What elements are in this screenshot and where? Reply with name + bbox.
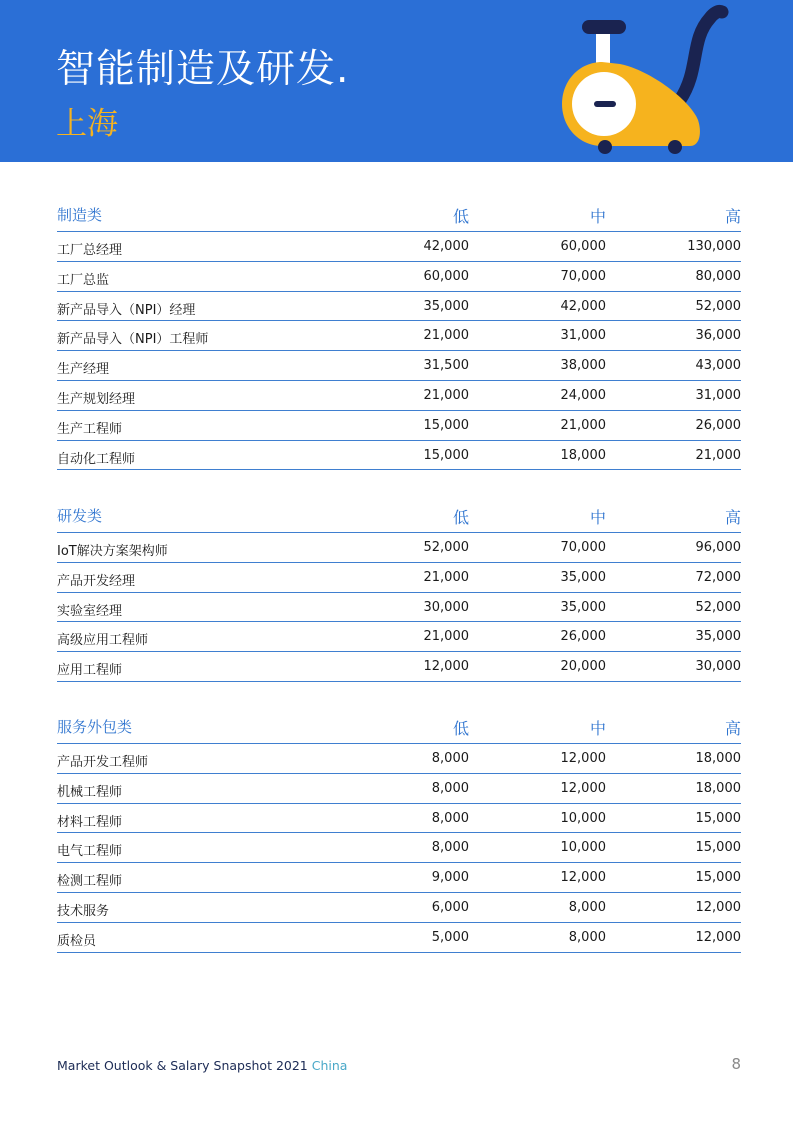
salary-high-cell: 52,000 [695, 298, 741, 314]
salary-mid-cell: 12,000 [560, 870, 606, 886]
table-row [57, 441, 741, 471]
footer-title: Market Outlook & Salary Snapshot 2021 [57, 1058, 312, 1073]
salary-high-cell: 52,000 [695, 599, 741, 615]
salary-high-cell: 18,000 [695, 751, 741, 766]
table-row [57, 744, 741, 774]
salary-mid-cell: 70,000 [560, 540, 606, 555]
page-title: 智能制造及研发. [56, 47, 350, 92]
salary-mid-cell: 38,000 [560, 358, 606, 374]
bike-foot-left [598, 140, 612, 154]
salary-low-cell: 9,000 [431, 870, 469, 886]
salary-low-cell: 30,000 [423, 599, 469, 615]
table-body [57, 744, 741, 953]
table-header [57, 710, 741, 744]
salary-mid-cell: 12,000 [560, 751, 606, 766]
salary-mid-cell: 12,000 [560, 780, 606, 796]
job-title-cell: 应用工程师 [57, 663, 123, 679]
job-title-cell: 技术服务 [57, 903, 110, 919]
job-title-cell: 新产品导入（NPI）经理 [57, 302, 196, 318]
salary-mid-cell: 24,000 [560, 387, 606, 403]
table-header [57, 198, 741, 232]
column-mid-header: 中 [589, 508, 606, 527]
job-title-cell: 生产经理 [57, 362, 110, 378]
salary-high-cell: 15,000 [695, 870, 741, 886]
job-title-cell: 生产规划经理 [57, 391, 136, 407]
exercise-bike-icon [550, 0, 793, 162]
salary-high-cell: 36,000 [695, 328, 741, 344]
salary-mid-cell: 8,000 [568, 929, 606, 945]
table-title: 制造类 [57, 206, 103, 224]
salary-high-cell: 35,000 [695, 629, 741, 645]
salary-low-cell: 31,500 [423, 358, 469, 374]
salary-high-cell: 72,000 [695, 569, 741, 585]
salary-low-cell: 42,000 [423, 239, 469, 254]
job-title-cell: 工厂总经理 [57, 243, 123, 258]
salary-low-cell: 6,000 [431, 899, 469, 915]
job-title-cell: 工厂总监 [57, 272, 110, 288]
job-title-cell: 材料工程师 [57, 814, 123, 830]
job-title-cell: 产品开发工程师 [57, 755, 149, 770]
table-header [57, 499, 741, 533]
table-row [57, 262, 741, 292]
column-high-header: 高 [724, 719, 741, 738]
salary-low-cell: 35,000 [423, 298, 469, 314]
job-title-cell: 高级应用工程师 [57, 633, 149, 649]
table-row [57, 652, 741, 682]
job-title-cell: 实验室经理 [57, 603, 123, 619]
salary-low-cell: 21,000 [423, 569, 469, 585]
salary-mid-cell: 21,000 [560, 417, 606, 433]
salary-mid-cell: 26,000 [560, 629, 606, 645]
table-body [57, 232, 741, 470]
bike-foot-right [668, 140, 682, 154]
salary-high-cell: 18,000 [695, 780, 741, 796]
job-title-cell: IoT解决方案架构师 [57, 544, 168, 559]
column-low-header: 低 [452, 207, 469, 226]
salary-mid-cell: 20,000 [560, 659, 606, 675]
table-title: 服务外包类 [57, 718, 133, 736]
salary-mid-cell: 10,000 [560, 840, 606, 856]
job-title-cell: 电气工程师 [57, 844, 123, 860]
salary-high-cell: 15,000 [695, 840, 741, 856]
salary-mid-cell: 8,000 [568, 899, 606, 915]
salary-low-cell: 8,000 [431, 780, 469, 796]
salary-high-cell: 26,000 [695, 417, 741, 433]
table-row [57, 563, 741, 593]
job-title-cell: 新产品导入（NPI）工程师 [57, 332, 209, 348]
footer-text [57, 1058, 347, 1073]
salary-mid-cell: 10,000 [560, 810, 606, 826]
salary-mid-cell: 35,000 [560, 569, 606, 585]
salary-mid-cell: 31,000 [560, 328, 606, 344]
salary-low-cell: 21,000 [423, 387, 469, 403]
table-row [57, 833, 741, 863]
salary-low-cell: 8,000 [431, 840, 469, 856]
table-row [57, 411, 741, 441]
salary-high-cell: 130,000 [687, 239, 741, 254]
salary-low-cell: 15,000 [423, 447, 469, 463]
table-row [57, 381, 741, 411]
salary-low-cell: 12,000 [423, 659, 469, 675]
salary-high-cell: 21,000 [695, 447, 741, 463]
salary-high-cell: 80,000 [695, 268, 741, 284]
table-row [57, 774, 741, 804]
page-header [0, 0, 793, 162]
table-row [57, 533, 741, 563]
table-row [57, 622, 741, 652]
table-row [57, 351, 741, 381]
job-title-cell: 产品开发经理 [57, 573, 136, 589]
table-row [57, 292, 741, 322]
salary-low-cell: 5,000 [431, 929, 469, 945]
salary-mid-cell: 35,000 [560, 599, 606, 615]
table-row [57, 893, 741, 923]
salary-mid-cell: 70,000 [560, 268, 606, 284]
salary-low-cell: 8,000 [431, 810, 469, 826]
salary-high-cell: 12,000 [695, 929, 741, 945]
bike-handlebar [680, 11, 722, 100]
table-manufacturing [57, 198, 741, 470]
table-row [57, 593, 741, 623]
column-mid-header: 中 [589, 207, 606, 226]
table-row [57, 804, 741, 834]
column-mid-header: 中 [589, 719, 606, 738]
job-title-cell: 质检员 [57, 933, 97, 949]
salary-mid-cell: 18,000 [560, 447, 606, 463]
salary-low-cell: 8,000 [431, 751, 469, 766]
column-high-header: 高 [724, 207, 741, 226]
column-high-header: 高 [724, 508, 741, 527]
salary-high-cell: 96,000 [695, 540, 741, 555]
table-title: 研发类 [57, 507, 103, 525]
page-number: 8 [731, 1055, 741, 1073]
salary-low-cell: 21,000 [423, 328, 469, 344]
salary-high-cell: 15,000 [695, 810, 741, 826]
job-title-cell: 机械工程师 [57, 784, 123, 800]
salary-high-cell: 30,000 [695, 659, 741, 675]
salary-low-cell: 52,000 [423, 540, 469, 555]
table-row [57, 232, 741, 262]
column-low-header: 低 [452, 719, 469, 738]
salary-low-cell: 21,000 [423, 629, 469, 645]
footer-country: China [311, 1058, 348, 1073]
bike-seat [582, 20, 626, 34]
salary-high-cell: 12,000 [695, 899, 741, 915]
salary-low-cell: 60,000 [423, 268, 469, 284]
table-row [57, 321, 741, 351]
table-row [57, 923, 741, 953]
table-rnd [57, 499, 741, 682]
salary-mid-cell: 60,000 [560, 239, 606, 254]
salary-high-cell: 31,000 [695, 387, 741, 403]
bike-flywheel-mark [594, 101, 616, 107]
job-title-cell: 检测工程师 [57, 874, 123, 890]
table-body [57, 533, 741, 682]
salary-high-cell: 43,000 [695, 358, 741, 374]
job-title-cell: 生产工程师 [57, 421, 123, 437]
job-title-cell: 自动化工程师 [57, 451, 136, 467]
page-subtitle-city: 上海 [56, 106, 118, 142]
table-row [57, 863, 741, 893]
salary-mid-cell: 42,000 [560, 298, 606, 314]
salary-low-cell: 15,000 [423, 417, 469, 433]
table-outsourcing [57, 710, 741, 953]
column-low-header: 低 [452, 508, 469, 527]
